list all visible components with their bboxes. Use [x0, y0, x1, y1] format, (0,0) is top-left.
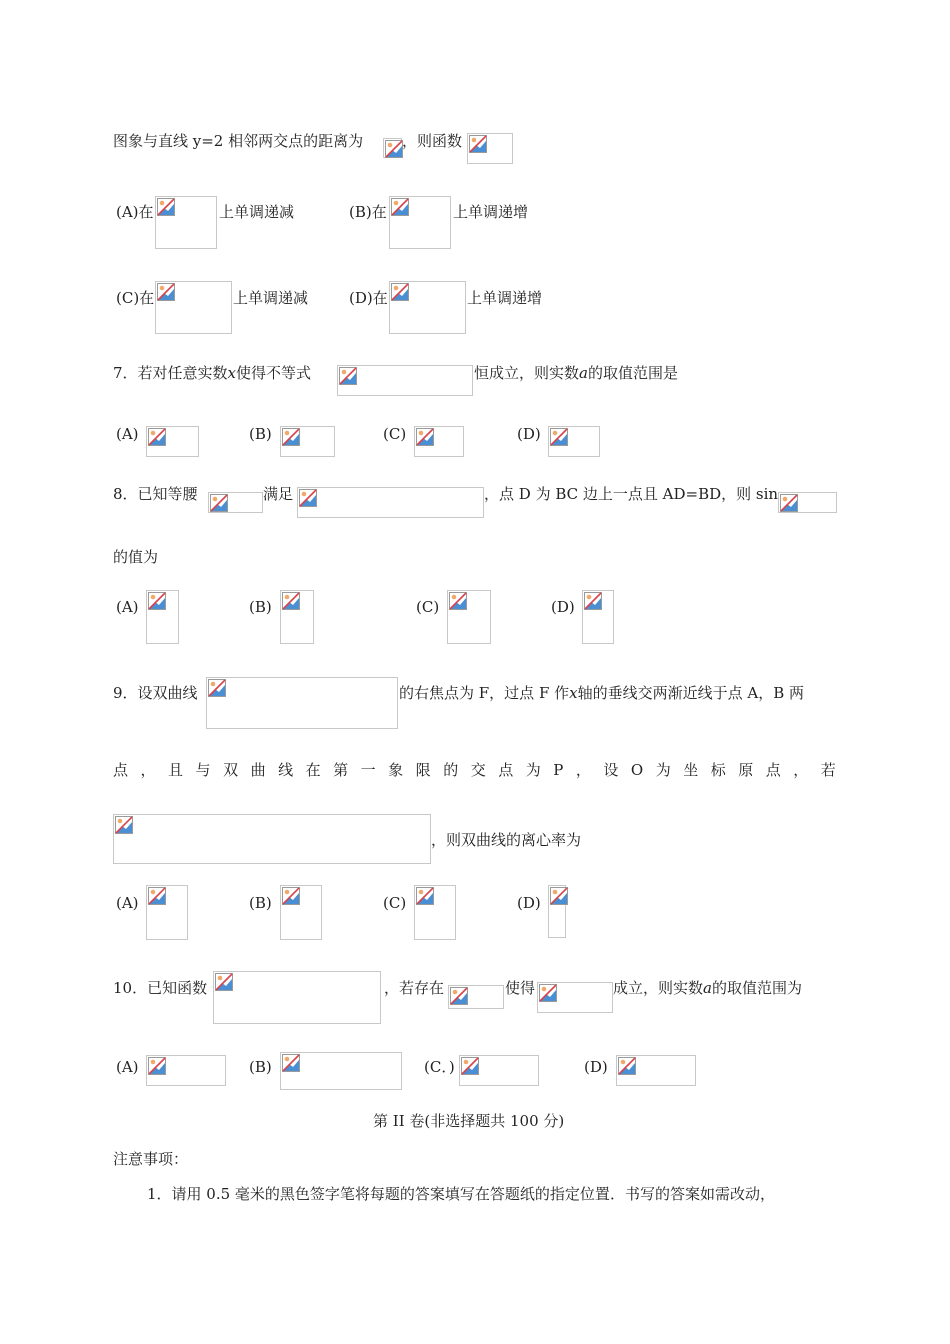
broken-image-icon — [391, 198, 409, 216]
formula-image-placeholder — [146, 1055, 226, 1086]
formula-image-placeholder — [548, 885, 566, 938]
q10-text-5: 的取值范围为 — [711, 979, 802, 997]
q10-option-a-label: (A) — [116, 1058, 139, 1076]
formula-image-placeholder — [389, 196, 451, 249]
q9-char: 限 — [415, 761, 431, 779]
q10-text-4: 成立，则实数 — [613, 979, 704, 997]
broken-image-icon — [461, 1057, 479, 1075]
section-title: 第 II 卷(非选择题共 100 分) — [373, 1112, 565, 1130]
q10-text-3: 使得 — [505, 979, 536, 997]
broken-image-icon — [282, 428, 300, 446]
q9-stem-end — [399, 683, 804, 703]
q6-text-1: 图象与直线 y=2 相邻两交点的距离为 — [113, 132, 364, 150]
formula-image-placeholder — [414, 426, 464, 457]
q7-text-4: 的取值范围是 — [587, 364, 678, 382]
q7-var-a: a — [579, 364, 588, 382]
formula-image-placeholder — [280, 426, 335, 457]
q9-char: 一 — [360, 761, 376, 779]
q9-text-2: 的右焦点为 F，过点 F 作 — [399, 684, 570, 702]
q6-option-c-pre: (C)在 — [116, 289, 155, 307]
q6-option-a-post: 上单调递减 — [219, 203, 295, 221]
formula-image-placeholder — [548, 426, 600, 457]
formula-image-placeholder — [146, 426, 199, 457]
q7-text-1: 7．若对任意实数 — [113, 364, 228, 382]
formula-image-placeholder — [297, 487, 484, 518]
formula-image-placeholder — [582, 590, 614, 644]
formula-image-placeholder — [280, 885, 322, 940]
formula-image-placeholder — [447, 590, 491, 644]
q7-option-a-label: (A) — [116, 425, 139, 443]
broken-image-icon — [157, 283, 175, 301]
q10-stem-end — [613, 978, 802, 998]
q9-char: ， — [140, 761, 156, 779]
q6-option-d-pre: (D)在 — [349, 289, 388, 307]
broken-image-icon — [391, 283, 409, 301]
q8-text-4: 的值为 — [113, 548, 159, 566]
broken-image-icon — [148, 887, 166, 905]
q9-option-c-label: (C) — [383, 894, 407, 912]
q9-char: 交 — [470, 761, 486, 779]
broken-image-icon — [584, 592, 602, 610]
formula-image-placeholder — [414, 885, 456, 940]
q9-char: ， — [575, 761, 591, 779]
q9-char: 若 — [820, 761, 836, 779]
formula-image-placeholder — [383, 138, 402, 158]
q7-option-b-label: (B) — [249, 425, 272, 443]
formula-image-placeholder — [778, 492, 837, 513]
formula-image-placeholder — [280, 590, 314, 644]
formula-image-placeholder — [280, 1052, 402, 1090]
broken-image-icon — [618, 1057, 636, 1075]
q7-var-x: x — [227, 364, 237, 382]
q7-stem-end — [474, 363, 678, 383]
broken-image-icon — [469, 135, 487, 153]
q9-char: 线 — [278, 761, 294, 779]
q9-char: 且 — [168, 761, 184, 779]
q7-option-d-label: (D) — [517, 425, 541, 443]
formula-image-placeholder — [616, 1055, 696, 1086]
q9-char: O — [630, 761, 644, 779]
q8-option-d-label: (D) — [551, 598, 575, 616]
formula-image-placeholder — [146, 590, 179, 644]
broken-image-icon — [299, 489, 317, 507]
formula-image-placeholder — [206, 677, 398, 729]
q10-option-d-label: (D) — [584, 1058, 608, 1076]
formula-image-placeholder — [337, 365, 473, 396]
q8-text-2: 满足 — [263, 485, 294, 503]
broken-image-icon — [416, 428, 434, 446]
q9-option-d-label: (D) — [517, 894, 541, 912]
q7-text-2: 使得不等式 — [236, 364, 312, 382]
q9-char: 双 — [223, 761, 239, 779]
broken-image-icon — [550, 887, 568, 905]
q10-option-c-label: (C．) — [424, 1058, 455, 1076]
broken-image-icon — [148, 1057, 166, 1075]
broken-image-icon — [385, 140, 403, 158]
q6-option-d-post: 上单调递增 — [467, 289, 543, 307]
q9-var-x: x — [569, 684, 578, 702]
formula-image-placeholder — [113, 814, 431, 864]
q8-option-c-label: (C) — [416, 598, 440, 616]
q10-var-a: a — [703, 979, 712, 997]
broken-image-icon — [416, 887, 434, 905]
q6-text-2: ，则函数 — [402, 132, 463, 150]
q9-char: 为 — [655, 761, 671, 779]
q9-char: 象 — [388, 761, 404, 779]
q9-char: 与 — [195, 761, 211, 779]
q9-text-3: 轴的垂线交两渐近线于点 A，B 两 — [577, 684, 804, 702]
q9-char: 的 — [443, 761, 459, 779]
notes-heading: 注意事项： — [113, 1150, 189, 1168]
q9-char: 点 — [113, 761, 129, 779]
q9-char: 在 — [305, 761, 321, 779]
q6-option-a-pre: (A)在 — [116, 203, 154, 221]
formula-image-placeholder — [146, 885, 188, 940]
q10-text-1: 10．已知函数 — [113, 979, 208, 997]
broken-image-icon — [148, 428, 166, 446]
formula-image-placeholder — [213, 971, 381, 1024]
q9-char: 设 — [603, 761, 619, 779]
formula-image-placeholder — [155, 196, 217, 249]
broken-image-icon — [282, 1054, 300, 1072]
broken-image-icon — [282, 887, 300, 905]
q9-char: 点 — [498, 761, 514, 779]
q7-stem — [113, 363, 311, 383]
q9-char: 曲 — [250, 761, 266, 779]
q9-justified-line — [113, 760, 836, 780]
broken-image-icon — [157, 198, 175, 216]
formula-image-placeholder — [389, 281, 466, 334]
q9-text-1: 9．设双曲线 — [113, 684, 198, 702]
q8-option-b-label: (B) — [249, 598, 272, 616]
q9-char: 原 — [738, 761, 754, 779]
q7-option-c-label: (C) — [383, 425, 407, 443]
q6-option-c-post: 上单调递减 — [233, 289, 309, 307]
q8-text-3: ，点 D 为 BC 边上一点且 AD=BD，则 sin — [484, 485, 779, 503]
q9-text-4: ，则双曲线的离心率为 — [431, 831, 582, 849]
q7-text-3: 恒成立，则实数 — [474, 364, 580, 382]
broken-image-icon — [208, 679, 226, 697]
broken-image-icon — [539, 984, 557, 1002]
formula-image-placeholder — [448, 985, 504, 1009]
broken-image-icon — [148, 592, 166, 610]
q10-option-b-label: (B) — [249, 1058, 272, 1076]
formula-image-placeholder — [208, 492, 263, 513]
q9-option-b-label: (B) — [249, 894, 272, 912]
broken-image-icon — [115, 816, 133, 834]
broken-image-icon — [339, 367, 357, 385]
q8-text-1: 8．已知等腰 — [113, 485, 198, 503]
note-1: 1．请用 0.5 毫米的黑色签字笔将每题的答案填写在答题纸的指定位置．书写的答案如需改动， — [147, 1185, 775, 1203]
q9-char: 点 — [765, 761, 781, 779]
broken-image-icon — [449, 592, 467, 610]
broken-image-icon — [282, 592, 300, 610]
broken-image-icon — [780, 494, 798, 512]
q9-char: 第 — [333, 761, 349, 779]
formula-image-placeholder — [467, 133, 513, 164]
formula-image-placeholder — [537, 982, 613, 1013]
q9-option-a-label: (A) — [116, 894, 139, 912]
broken-image-icon — [215, 973, 233, 991]
q9-char: P — [553, 761, 564, 779]
q9-char: 标 — [710, 761, 726, 779]
q9-char: ， — [793, 761, 809, 779]
q9-char: 为 — [525, 761, 541, 779]
q10-text-2: ，若存在 — [384, 979, 445, 997]
broken-image-icon — [450, 987, 468, 1005]
formula-image-placeholder — [459, 1055, 539, 1086]
formula-image-placeholder — [155, 281, 232, 334]
q9-char: 坐 — [683, 761, 699, 779]
q6-option-b-pre: (B)在 — [349, 203, 387, 221]
broken-image-icon — [210, 494, 228, 512]
q8-option-a-label: (A) — [116, 598, 139, 616]
q6-option-b-post: 上单调递增 — [453, 203, 529, 221]
broken-image-icon — [550, 428, 568, 446]
